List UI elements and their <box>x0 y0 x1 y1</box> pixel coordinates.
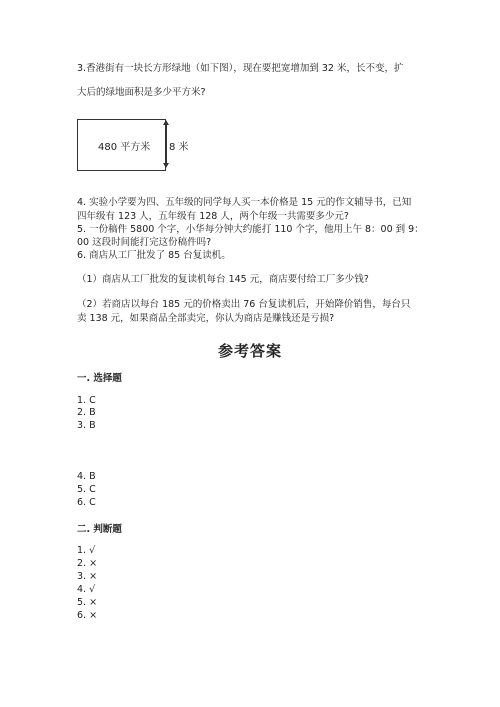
answer-item: 2. × <box>77 558 98 569</box>
answer-item: 4. √ <box>77 584 96 595</box>
q3-text-line1: 3.香港街有一块长方形绿地（如下图），现在要把宽增加到 32 米，长不变，扩 <box>77 63 404 74</box>
width-label: 8 米 <box>169 142 189 153</box>
answer-item: 1. C <box>77 395 96 406</box>
answer-item: 5. C <box>77 484 96 495</box>
section1-heading: 一. 选择题 <box>77 373 122 384</box>
q3-text-line2: 大后的绿地面积是多少平方米? <box>77 87 206 98</box>
q6-part1: （1）商店从工厂批发的复读机每台 145 元，商店要付给工厂多少钱? <box>77 274 369 285</box>
answer-item: 5. × <box>77 597 98 608</box>
answer-item: 6. × <box>77 610 98 621</box>
area-label: 480 平方米 <box>98 142 151 153</box>
q6-part2-line1: （2）若商店以每台 185 元的价格卖出 76 台复读机后，开始降价销售，每台只 <box>77 299 411 310</box>
answer-item: 6. C <box>77 497 96 508</box>
q6-text-line1: 6. 商店从工厂批发了 85 台复读机。 <box>77 250 231 261</box>
q5-text-line2: 00 这段时间能打完这份稿件吗? <box>77 237 212 248</box>
q6-part2-line2: 卖 138 元，如果商品全部卖完，你认为商店是赚钱还是亏损? <box>77 313 335 324</box>
q4-text-line1: 4. 实验小学要为四、五年级的同学每人买一本价格是 15 元的作文辅导书，已知 <box>77 197 412 208</box>
answers-title: 参考答案 <box>217 342 282 360</box>
answer-item: 2. B <box>77 407 96 418</box>
dimension-arrow-down-icon <box>163 163 169 168</box>
q5-text-line1: 5. 一份稿件 5800 个字，小华每分钟大约能打 110 个字，他用上午 8：00 到 9： <box>77 224 424 235</box>
answer-item: 4. B <box>77 471 96 482</box>
q4-text-line2: 四年级有 123 人，五年级有 128 人，两个年级一共需要多少元? <box>77 211 349 222</box>
answer-item: 3. × <box>77 571 98 582</box>
answer-item: 1. √ <box>77 545 96 556</box>
dimension-line <box>166 125 167 163</box>
answer-item: 3. B <box>77 420 96 431</box>
section2-heading: 二. 判断题 <box>77 524 122 535</box>
